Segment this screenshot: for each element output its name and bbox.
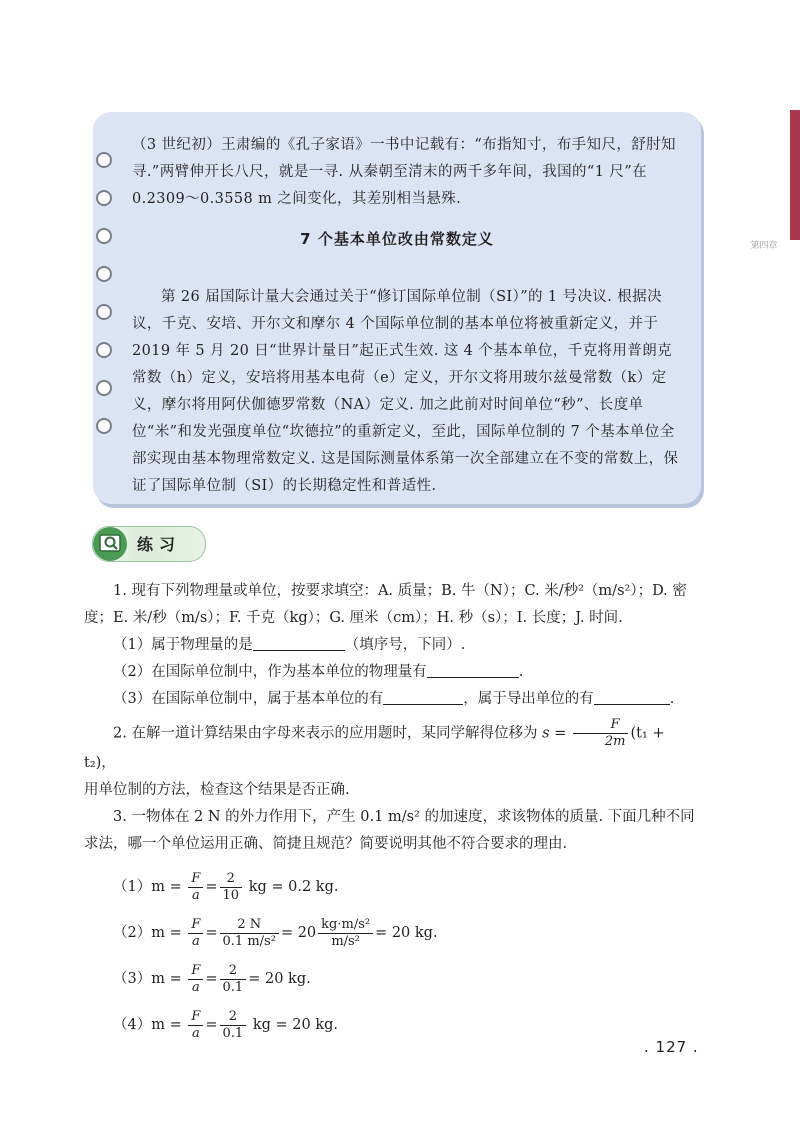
binder-ring-icon [96,380,112,396]
page-number: . 127 . [644,1038,699,1056]
answer-blank[interactable] [383,688,463,705]
q2-tail: (t₁ + t₂)， [84,725,665,771]
q1-2-tail: . [518,664,524,680]
q1-2-text: （2）在国际单位制中，作为基本单位的物理量有 [113,664,427,680]
chapter-tab-marker [790,110,800,240]
reading-paragraph-2: 第 26 届国际计量大会通过关于“修订国际单位制（SI）”的 1 号决议. 根据决议，千克、安培、开尔文和摩尔 4 个国际单位制的基本单位将被重新定义，并于 2019 年 5 月 20 日“世界计量日”起正式生效. 这 4 个基本单位，千克将用普朗克常数（h）定义，安培将用基本电荷（e）定义，开尔文将用玻尔兹曼常数（k）定义，摩尔将用阿伏伽德罗常数（NA）定义. 加之此前对时间单位“秒”、长度单位“米”和发光强度单位“坎德拉”的重新定义，至此，国际单位制的 7 个基本单位全部实现由基本物理常数定义. 这是国际测量体系第一次全部建立在不变的常数上，保证了国际单位制（SI）的长期稳定性和普适性. [132,289,679,494]
binder-ring-icon [96,304,112,320]
answer-blank[interactable] [253,634,345,651]
q2-text: 2. 在解一道计算结果由字母来表示的应用题时，某同学解得位移为 [113,725,538,742]
question-3: 3. 一物体在 2 N 的外力作用下，产生 0.1 m/s² 的加速度，求该物体的质量. 下面几种不同求法，哪一个单位运用正确、简捷且规范？简要说明其他不符合要求的理由. [84,809,695,852]
reading-title: 7 个基本单位改由常数定义 [300,230,494,248]
q1-3-mid: ，属于导出单位的有 [463,691,594,707]
magnifier-icon [93,527,127,561]
question-1-part-3 [84,686,700,713]
q2-fraction: $\frac{F}{2m}$ [573,717,629,750]
question-1-part-1 [84,632,700,659]
question-2 [84,717,700,777]
q1-1-tail: （填序号，下同）. [344,637,466,653]
question-2-cont: 用单位制的方法，检查这个结果是否正确. [84,782,350,798]
question-1-part-2 [84,659,700,686]
q1-3-text: （3）在国际单位制中，属于基本单位的有 [113,691,384,707]
reading-paragraph-1: （3 世纪初）王肃编的《孔子家语》一书中记载有：“布指知寸，布手知尺，舒肘知寻.”两臂伸开长八尺，就是一寻. 从秦朝至清末的两千多年间，我国的“1 尺”在 0.2309～0.3558 m 之间变化，其差别相当悬殊. [132,137,676,207]
method-4: （4）m = $\frac{F}{a}$ = $\frac{2}{0.1}$ kg = 20 kg. [113,1008,339,1041]
answer-blank[interactable] [594,688,670,705]
binder-ring-icon [96,342,112,358]
exercise-badge [92,526,206,562]
q1-3-tail: . [669,691,675,707]
method-3: （3）m = $\frac{F}{a}$ = $\frac{2}{0.1}$ = 20 kg. [113,962,311,995]
binder-ring-icon [96,190,112,206]
binder-ring-icon [96,266,112,282]
q2-lhs: s = [542,725,567,742]
method-1: （1）m = $\frac{F}{a}$ = $\frac{2}{10}$ kg = 0.2 kg. [113,870,339,903]
exercise-list [84,578,700,1048]
q1-1-text: （1）属于物理量的是 [113,637,253,653]
binder-ring-icon [96,152,112,168]
method-2: （2）m = $\frac{F}{a}$ = $\frac{2 N}{\text{0.1 m/s²}}$ = 20 $\frac{\text{kg·m/s²}}{\text{m/s²}}$ = 20 kg. [113,916,438,949]
exercise-title: 练习 [137,535,182,554]
chapter-tab-label: 第四章 [750,241,778,251]
answer-blank[interactable] [427,661,519,678]
binder-ring-icon [96,418,112,434]
question-1: 1. 现有下列物理量或单位，按要求填空：A. 质量；B. 牛（N）；C. 米/秒²（m/s²）；D. 密度；E. 米/秒（m/s）；F. 千克（kg）；G. 厘米（cm）；H. 秒（s）；I. 长度；J. 时间. [84,583,687,626]
